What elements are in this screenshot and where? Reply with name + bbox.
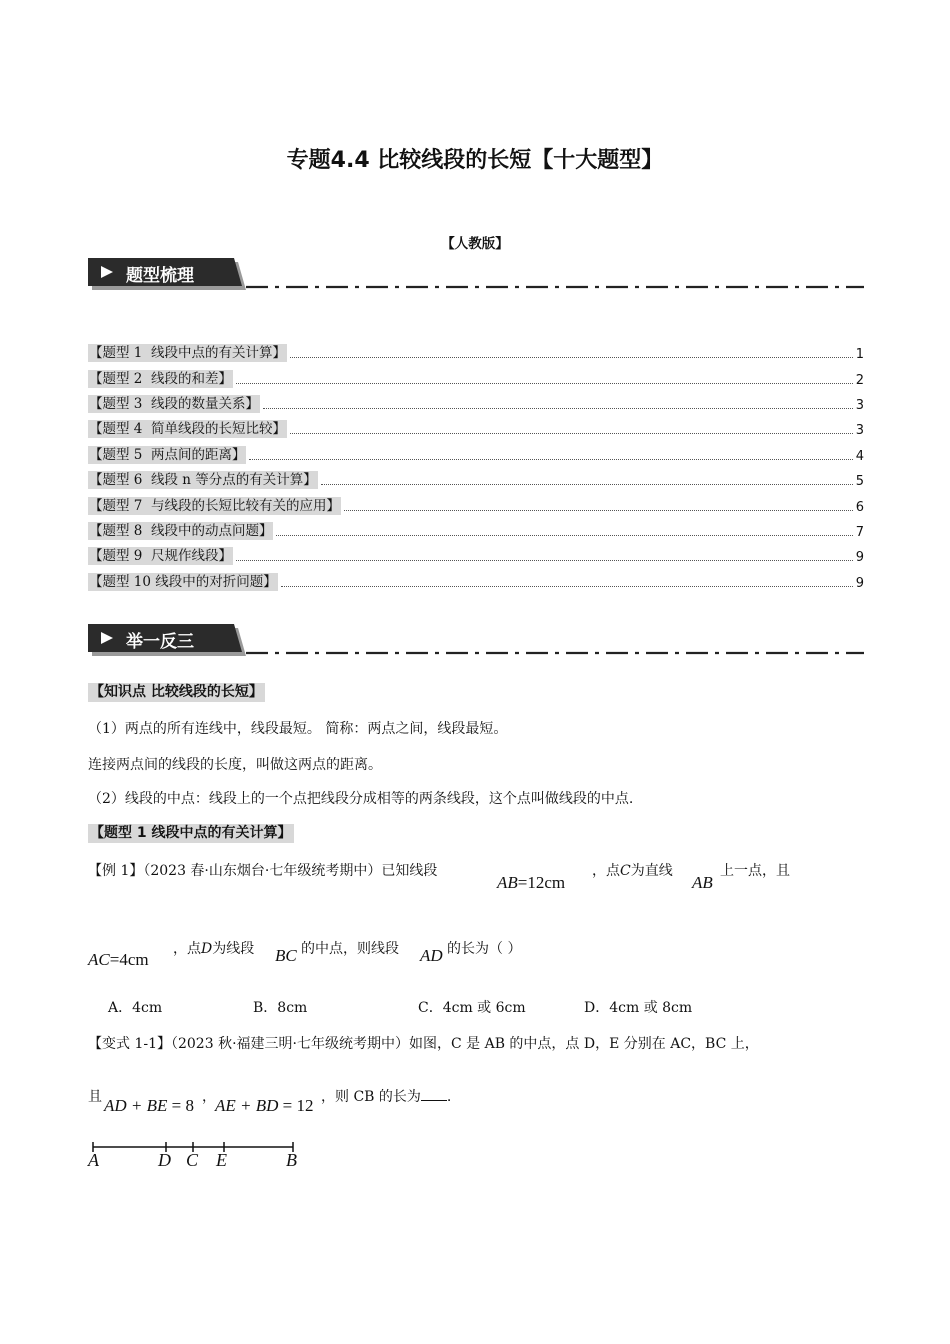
example1-prefix: 【例 1】（2023 春·山东烟台·七年级统考期中）已知线段 xyxy=(88,863,438,879)
toc-item-label[interactable]: 【题型 2 线段的和差】 xyxy=(89,371,232,387)
knowledge-line-2: 连接两点间的线段的长度，叫做这两点的距离。 xyxy=(88,757,382,773)
example1-math-bc: BC xyxy=(275,946,297,965)
text: ，点 xyxy=(173,941,201,957)
answer-blank[interactable] xyxy=(421,1088,447,1101)
toc-item-page[interactable]: 9 xyxy=(855,550,864,565)
toc-item[interactable] xyxy=(88,391,864,413)
toc-item[interactable] xyxy=(88,543,864,565)
text: ，点 xyxy=(592,863,620,879)
toc-item-page[interactable]: 1 xyxy=(855,347,864,362)
toc-item-label[interactable]: 【题型 8 线段中的动点问题】 xyxy=(89,523,273,539)
toc-item[interactable] xyxy=(88,416,864,438)
example1-line-2-a xyxy=(173,938,254,958)
toc-item-page[interactable]: 6 xyxy=(855,500,864,515)
toc-item-page[interactable]: 7 xyxy=(855,525,864,540)
toc-item[interactable] xyxy=(88,518,864,540)
toc-item[interactable] xyxy=(88,493,864,515)
toc-item-label[interactable]: 【题型 3 线段的数量关系】 xyxy=(89,396,259,412)
toc-dots xyxy=(290,356,853,358)
dash-divider xyxy=(246,284,864,290)
example1-line-1-tail xyxy=(592,860,673,880)
math-value: = 8 xyxy=(167,1096,194,1115)
knowledge-heading: 【知识点 比较线段的长短】 xyxy=(90,684,263,700)
math-var: AB xyxy=(497,873,518,892)
math-value: =4 xyxy=(109,950,128,969)
diagram-label-b: B xyxy=(286,1150,297,1170)
toc-dots xyxy=(236,559,853,561)
option-a[interactable]: A．4cm xyxy=(108,1000,163,1016)
example1-line-2-c: 的长为（ ） xyxy=(447,941,522,957)
toc-item-page[interactable]: 3 xyxy=(855,423,864,438)
example1-math-ab2: AB xyxy=(692,873,713,892)
math-value: =12 xyxy=(517,873,545,892)
text: ，则 CB 的长为 xyxy=(321,1089,421,1105)
banner-examples-text: 举一反三 xyxy=(126,632,194,652)
knowledge-line-1: （1）两点的所有连线中，线段最短。 简称：两点之间，线段最短。 xyxy=(88,721,508,737)
toc-item-label[interactable]: 【题型 10 线段中的对折问题】 xyxy=(89,574,277,590)
toc-item[interactable] xyxy=(88,467,864,489)
page-title: 专题4.4 比较线段的长短【十大题型】 xyxy=(286,148,664,173)
edition-label: 【人教版】 xyxy=(441,236,509,252)
diagram-label-a: A xyxy=(88,1150,99,1170)
text: 为直线 xyxy=(630,863,673,879)
text: 为线段 xyxy=(212,941,255,957)
toc-dots xyxy=(281,585,853,587)
knowledge-line-3: （2）线段的中点：线段上的一个点把线段分成相等的两条线段，这个点叫做线段的中点. xyxy=(88,791,634,807)
example1-math-ac xyxy=(88,950,149,970)
toc-item-page[interactable]: 5 xyxy=(855,474,864,489)
math-var: AC xyxy=(88,950,110,969)
type1-heading: 【题型 1 线段中点的有关计算】 xyxy=(90,825,292,841)
option-b[interactable]: B．8cm xyxy=(253,1000,308,1016)
toc-item-page[interactable]: 3 xyxy=(855,398,864,413)
dash-divider xyxy=(246,650,864,656)
toc-item[interactable] xyxy=(88,442,864,464)
option-c[interactable]: C．4cm 或 6cm xyxy=(418,1000,526,1016)
toc-item-label[interactable]: 【题型 9 尺规作线段】 xyxy=(89,548,232,564)
toc-item-label[interactable]: 【题型 5 两点间的距离】 xyxy=(89,447,246,463)
math-expr: AD + BE xyxy=(104,1096,168,1115)
toc-item-page[interactable]: 9 xyxy=(855,576,864,591)
variant1-tail xyxy=(321,1086,451,1106)
example1-math-ab xyxy=(497,873,565,893)
toc-item-label[interactable]: 【题型 6 线段 n 等分点的有关计算】 xyxy=(89,472,317,488)
diagram-label-e: E xyxy=(216,1150,227,1170)
toc-dots xyxy=(290,432,853,434)
point-d: D xyxy=(201,941,213,957)
math-unit: cm xyxy=(544,873,566,892)
diagram-label-d: D xyxy=(158,1150,171,1170)
example1-line-1-end: 上一点，且 xyxy=(720,863,790,879)
toc-dots xyxy=(321,483,853,485)
toc-dots xyxy=(344,509,853,511)
play-arrow-icon xyxy=(100,631,114,645)
toc-item-label[interactable]: 【题型 4 简单线段的长短比较】 xyxy=(89,421,286,437)
option-d[interactable]: D．4cm 或 8cm xyxy=(584,1000,693,1016)
toc-dots xyxy=(263,407,853,409)
banner-toc xyxy=(88,256,248,292)
toc-dots xyxy=(249,458,852,460)
variant1-qie: 且 xyxy=(88,1089,102,1105)
toc-dots xyxy=(236,382,853,384)
banner-examples xyxy=(88,622,248,658)
toc-item-page[interactable]: 2 xyxy=(855,373,864,388)
toc-item[interactable] xyxy=(88,366,864,388)
toc-dots xyxy=(276,534,852,536)
toc-item[interactable] xyxy=(88,569,864,591)
example1-line-2-b: 的中点，则线段 xyxy=(301,941,399,957)
variant1-eq2 xyxy=(215,1096,314,1116)
diagram-label-c: C xyxy=(186,1150,199,1170)
point-c: C xyxy=(620,863,631,879)
math-value: = 12 xyxy=(278,1096,314,1115)
banner-toc-text: 题型梳理 xyxy=(126,266,194,286)
example1-math-ad: AD xyxy=(420,946,443,965)
math-expr: AE + BD xyxy=(215,1096,279,1115)
toc-item-label[interactable]: 【题型 7 与线段的长短比较有关的应用】 xyxy=(89,498,340,514)
variant1-comma: ， xyxy=(202,1089,216,1105)
variant1-eq1 xyxy=(104,1096,194,1116)
text: . xyxy=(446,1089,452,1105)
toc-item[interactable] xyxy=(88,340,864,362)
toc-item-label[interactable]: 【题型 1 线段中点的有关计算】 xyxy=(89,345,286,361)
toc-item-page[interactable]: 4 xyxy=(855,449,864,464)
math-unit: cm xyxy=(127,950,149,969)
variant1-line-1: 【变式 1-1】（2023 秋·福建三明·七年级统考期中）如图，C 是 AB 的中点，点 D，E 分别在 AC，BC 上， xyxy=(88,1036,759,1052)
play-arrow-icon xyxy=(100,265,114,279)
example1-line-1 xyxy=(88,860,437,880)
